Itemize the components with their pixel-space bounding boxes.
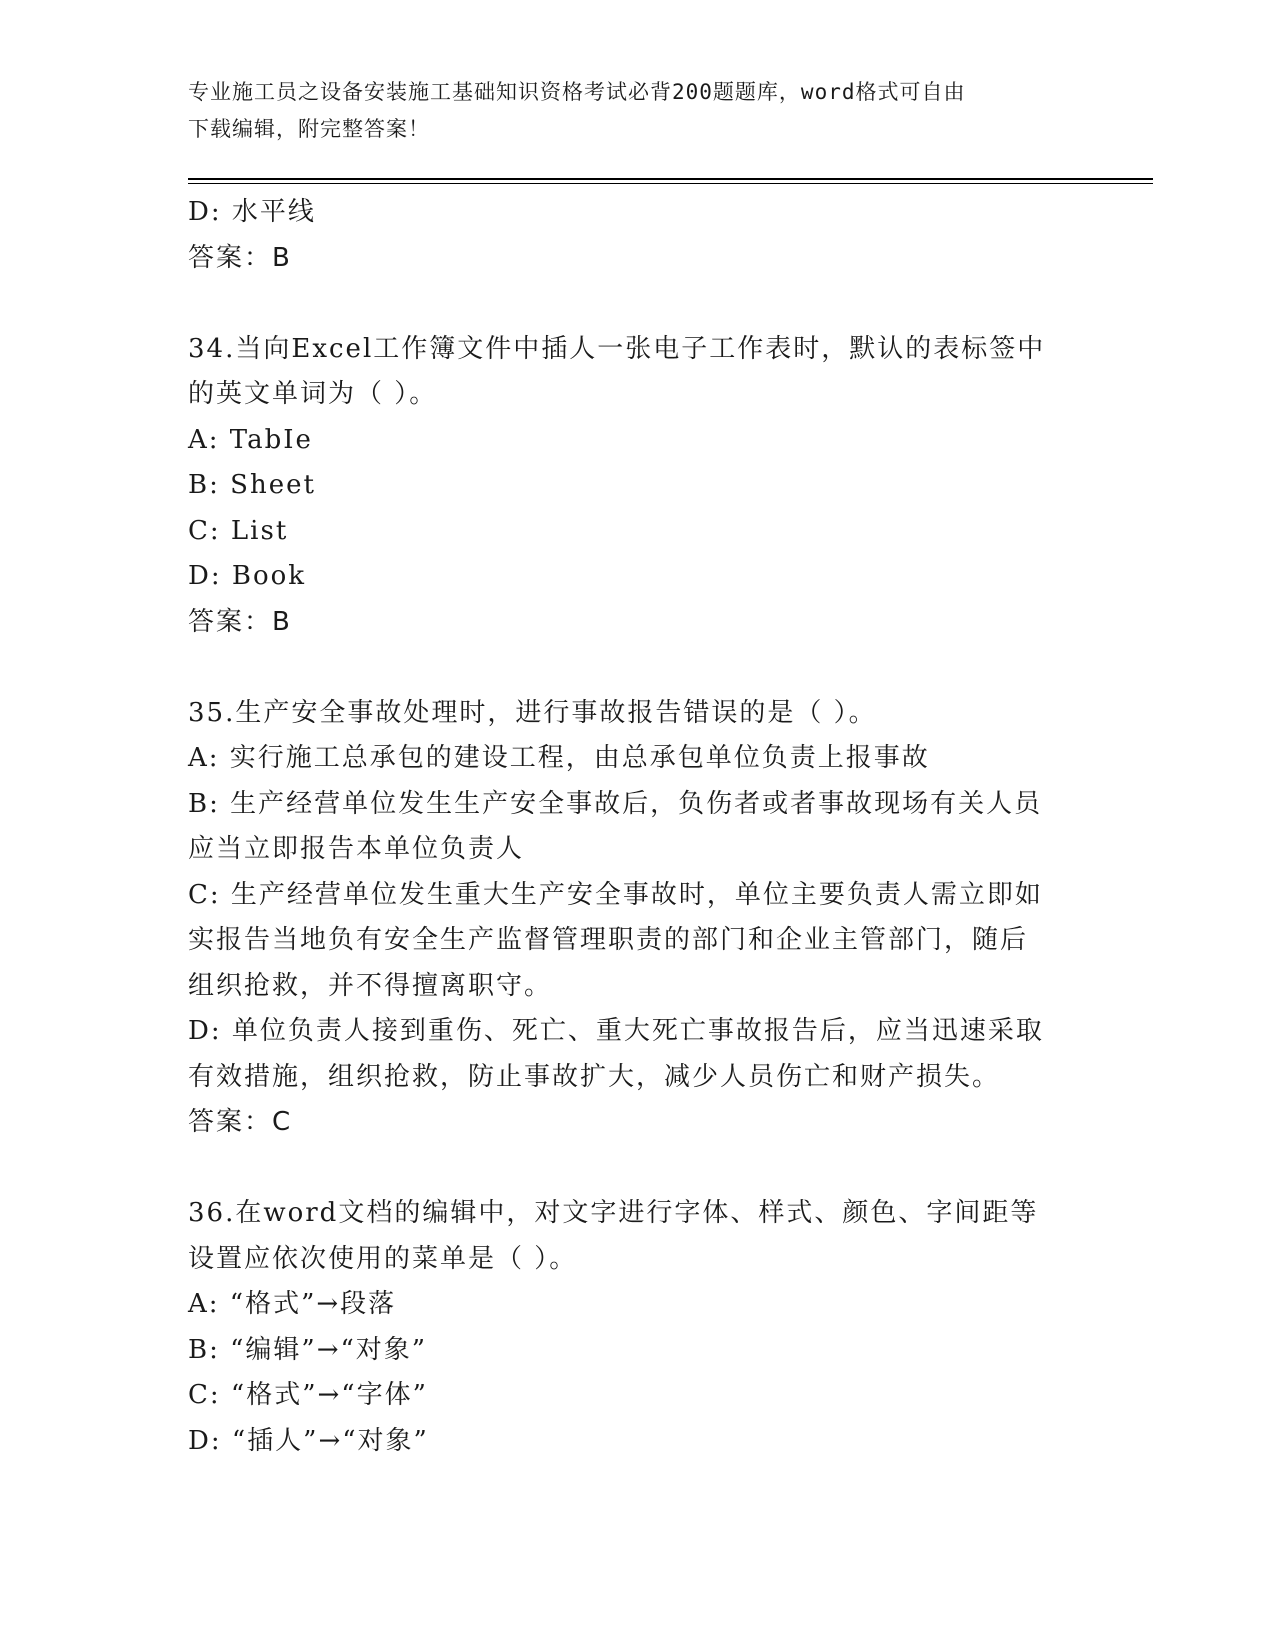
header-divider-thin xyxy=(188,183,1153,184)
answer: 答案：B xyxy=(188,606,292,637)
document-body xyxy=(188,190,1078,1464)
question-36 xyxy=(188,1191,1078,1464)
option-d: D: “插人”→“对象” xyxy=(188,1425,429,1456)
spacer xyxy=(188,645,1078,691)
option-a: A: TabIe xyxy=(188,424,313,455)
option-d-continued: 有效措施，组织抢救，防止事故扩大，减少人员伤亡和财产损失。 xyxy=(188,1061,1001,1092)
option-c-continued: 实报告当地负有安全生产监督管理职责的部门和企业主管部门，随后 xyxy=(188,925,1029,955)
prev-question-option-d: D: 水平线 xyxy=(188,197,316,227)
option-b: B: Sheet xyxy=(188,470,316,500)
prev-question-answer: 答案：B xyxy=(188,242,292,273)
option-d: D: 单位负责人接到重伤、死亡、重大死亡事故报告后，应当迅速采取 xyxy=(188,1016,1044,1046)
option-d: D: Book xyxy=(188,561,307,591)
spacer xyxy=(188,281,1078,327)
option-b: B: “编辑”→“对象” xyxy=(188,1334,428,1365)
answer: 答案：C xyxy=(188,1107,293,1137)
option-c: C: “格式”→“字体” xyxy=(188,1380,428,1410)
option-c: C: 生产经营单位发生重大生产安全事故时，单位主要负责人需立即如 xyxy=(188,879,1043,910)
question-34 xyxy=(188,327,1078,646)
question-stem-line: 35.生产安全事故处理时，进行事故报告错误的是（ ）。 xyxy=(188,697,877,728)
page-header xyxy=(188,74,1088,148)
option-b: B: 生产经营单位发生生产安全事故后，负伤者或者事故现场有关人员 xyxy=(188,788,1043,819)
question-stem-line: 34.当向Excel工作簿文件中插人一张电子工作表时，默认的表标签中 xyxy=(188,333,1046,364)
question-stem-line: 的英文单词为（ ）。 xyxy=(188,379,438,409)
header-divider-thick xyxy=(188,178,1153,180)
option-c-continued: 组织抢救，并不得擅离职守。 xyxy=(188,970,553,1001)
option-a: A: 实行施工总承包的建设工程，由总承包单位负责上报事故 xyxy=(188,743,930,773)
question-stem-line: 设置应依次使用的菜单是（ ）。 xyxy=(188,1243,578,1274)
question-35 xyxy=(188,691,1078,1146)
option-c: C: List xyxy=(188,515,289,546)
header-line-1: 专业施工员之设备安装施工基础知识资格考试必背200题题库，word格式可自由 xyxy=(188,80,966,104)
header-line-2: 下载编辑，附完整答案！ xyxy=(188,117,430,141)
option-b-continued: 应当立即报告本单位负责人 xyxy=(188,834,525,864)
option-a: A: “格式”→段落 xyxy=(188,1289,397,1319)
question-stem-line: 36.在word文档的编辑中，对文字进行字体、样式、颜色、字间距等 xyxy=(188,1198,1039,1228)
spacer xyxy=(188,1146,1078,1192)
